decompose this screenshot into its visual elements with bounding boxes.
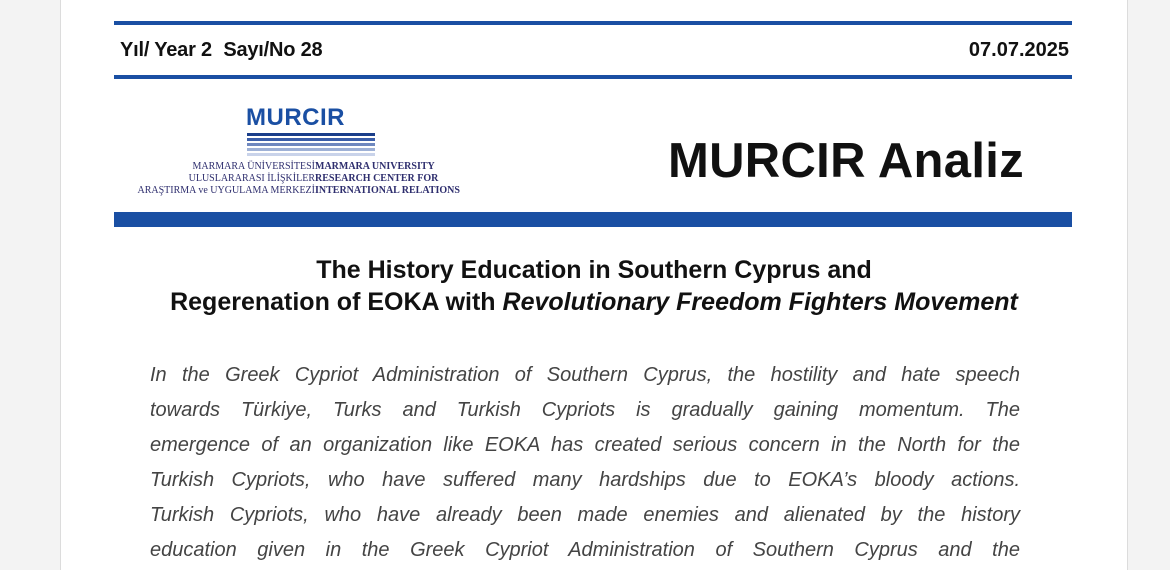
- logo-tr-line: MARMARA ÜNİVERSİTESİ: [192, 161, 315, 172]
- article-title-line-1: The History Education in Southern Cyprus and: [316, 256, 872, 284]
- document-page: [60, 0, 1128, 570]
- header-band: [114, 212, 1072, 227]
- top-rule: [114, 21, 1072, 25]
- abstract-line: towards Türkiye, Turks and Turkish Cypriots is gradually gaining momentum. The: [150, 399, 1020, 421]
- publication-title: MURCIR Analiz: [668, 134, 1024, 188]
- logo-text-english: [315, 161, 460, 197]
- article-title-italic: Revolutionary Freedom Fighters Movement: [502, 288, 1018, 316]
- logo-wordmark: MURCIR: [246, 104, 345, 131]
- issue-info: [120, 39, 328, 62]
- logo-stripes-graphic: [247, 133, 375, 159]
- abstract-line: emergence of an organization like EOKA has created serious concern in the North for the: [150, 434, 1020, 456]
- article-title-line-2: [61, 288, 1127, 317]
- article-abstract: [150, 358, 1020, 568]
- murcir-logo: [137, 100, 477, 204]
- abstract-line: In the Greek Cypriot Administration of Southern Cyprus, the hostility and hate speech: [150, 364, 1020, 386]
- logo-tr-line: ARAŞTIRMA ve UYGULAMA MERKEZİ: [137, 185, 315, 196]
- logo-text-turkish: [138, 161, 316, 197]
- issue-number: Sayı/No 28: [223, 39, 323, 61]
- article-title-plain: Regerenation of EOKA with: [170, 288, 503, 316]
- logo-en-line: MARMARA UNIVERSITY: [315, 161, 435, 172]
- issue-date: 07.07.2025: [968, 39, 1069, 61]
- abstract-line: education given in the Greek Cypriot Administration of Southern Cyprus and the: [150, 539, 1020, 561]
- abstract-line: Turkish Cypriots, who have already been made enemies and alienated by the history: [150, 504, 1020, 526]
- logo-en-line: RESEARCH CENTER FOR: [315, 173, 439, 184]
- issue-year: Yıl/ Year 2: [120, 39, 212, 61]
- header-rule: [114, 75, 1072, 79]
- abstract-line: Turkish Cypriots, who have suffered many hardships due to EOKA’s bloody actions.: [150, 469, 1020, 491]
- logo-en-line: INTERNATIONAL RELATIONS: [315, 185, 460, 196]
- logo-tr-line: ULUSLARARASI İLİŞKİLER: [188, 173, 315, 184]
